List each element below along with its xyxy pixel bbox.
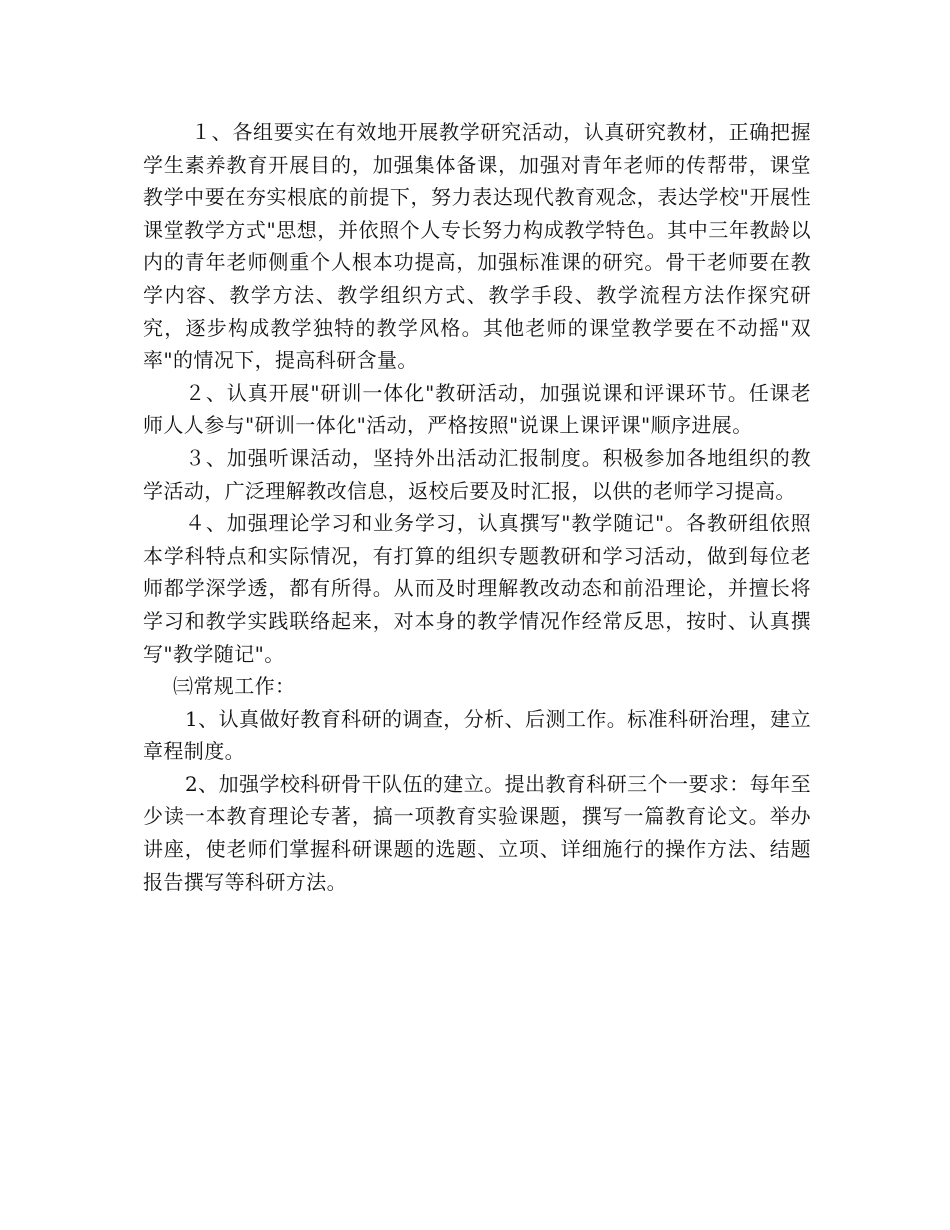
paragraph-lesson-observation: ３、加强听课活动，坚持外出活动汇报制度。积极参加各地组织的教学活动，广泛理解教改信息，返校后要及时汇报，以供的老师学习提高。	[143, 445, 811, 503]
paragraph-theory-study: ４、加强理论学习和业务学习，认真撰写"教学随记"。各教研组依照本学科特点和实际情况，有打算的组织专题教研和学习活动，做到每位老师都学深学透，都有所得。从而及时理解教改动态和前沿理论，并擅长将学习和教学实践联络起来，对本身的教学情况作经常反思，按时、认真撰写"教学随记"。	[143, 511, 811, 666]
paragraph-research-team: 2、加强学校科研骨干队伍的建立。提出教育科研三个一要求：每年至少读一本教育理论专著，搞一项教育实验课题，撰写一篇教育论文。举办讲座，使老师们掌握科研课题的选题、立项、详细施行的操作方法、结题报告撰写等科研方法。	[143, 771, 811, 894]
document-body	[143, 116, 811, 898]
paragraph-research-survey: 1、认真做好教育科研的调查，分析、后测工作。标准科研治理，建立章程制度。	[143, 706, 811, 764]
paragraph-research-training: ２、认真开展"研训一体化"教研活动，加强说课和评课环节。任课老师人人参与"研训一体化"活动，严格按照"说课上课评课"顺序进展。	[143, 380, 811, 438]
section-heading-routine-work: ㈢常规工作：	[173, 674, 296, 699]
paragraph-teaching-research: １、各组要实在有效地开展教学研究活动，认真研究教材，正确把握学生素养教育开展目的，加强集体备课，加强对青年老师的传帮带，课堂教学中要在夯实根底的前提下，努力表达现代教育观念，表达学校"开展性课堂教学方式"思想，并依照个人专长努力构成教学特色。其中三年教龄以内的青年老师侧重个人根本功提高，加强标准课的研究。骨干老师要在教学内容、教学方法、教学组织方式、教学手段、教学流程方法作探究研究，逐步构成教学独特的教学风格。其他老师的课堂教学要在不动摇"双率"的情况下，提高科研含量。	[143, 120, 811, 373]
